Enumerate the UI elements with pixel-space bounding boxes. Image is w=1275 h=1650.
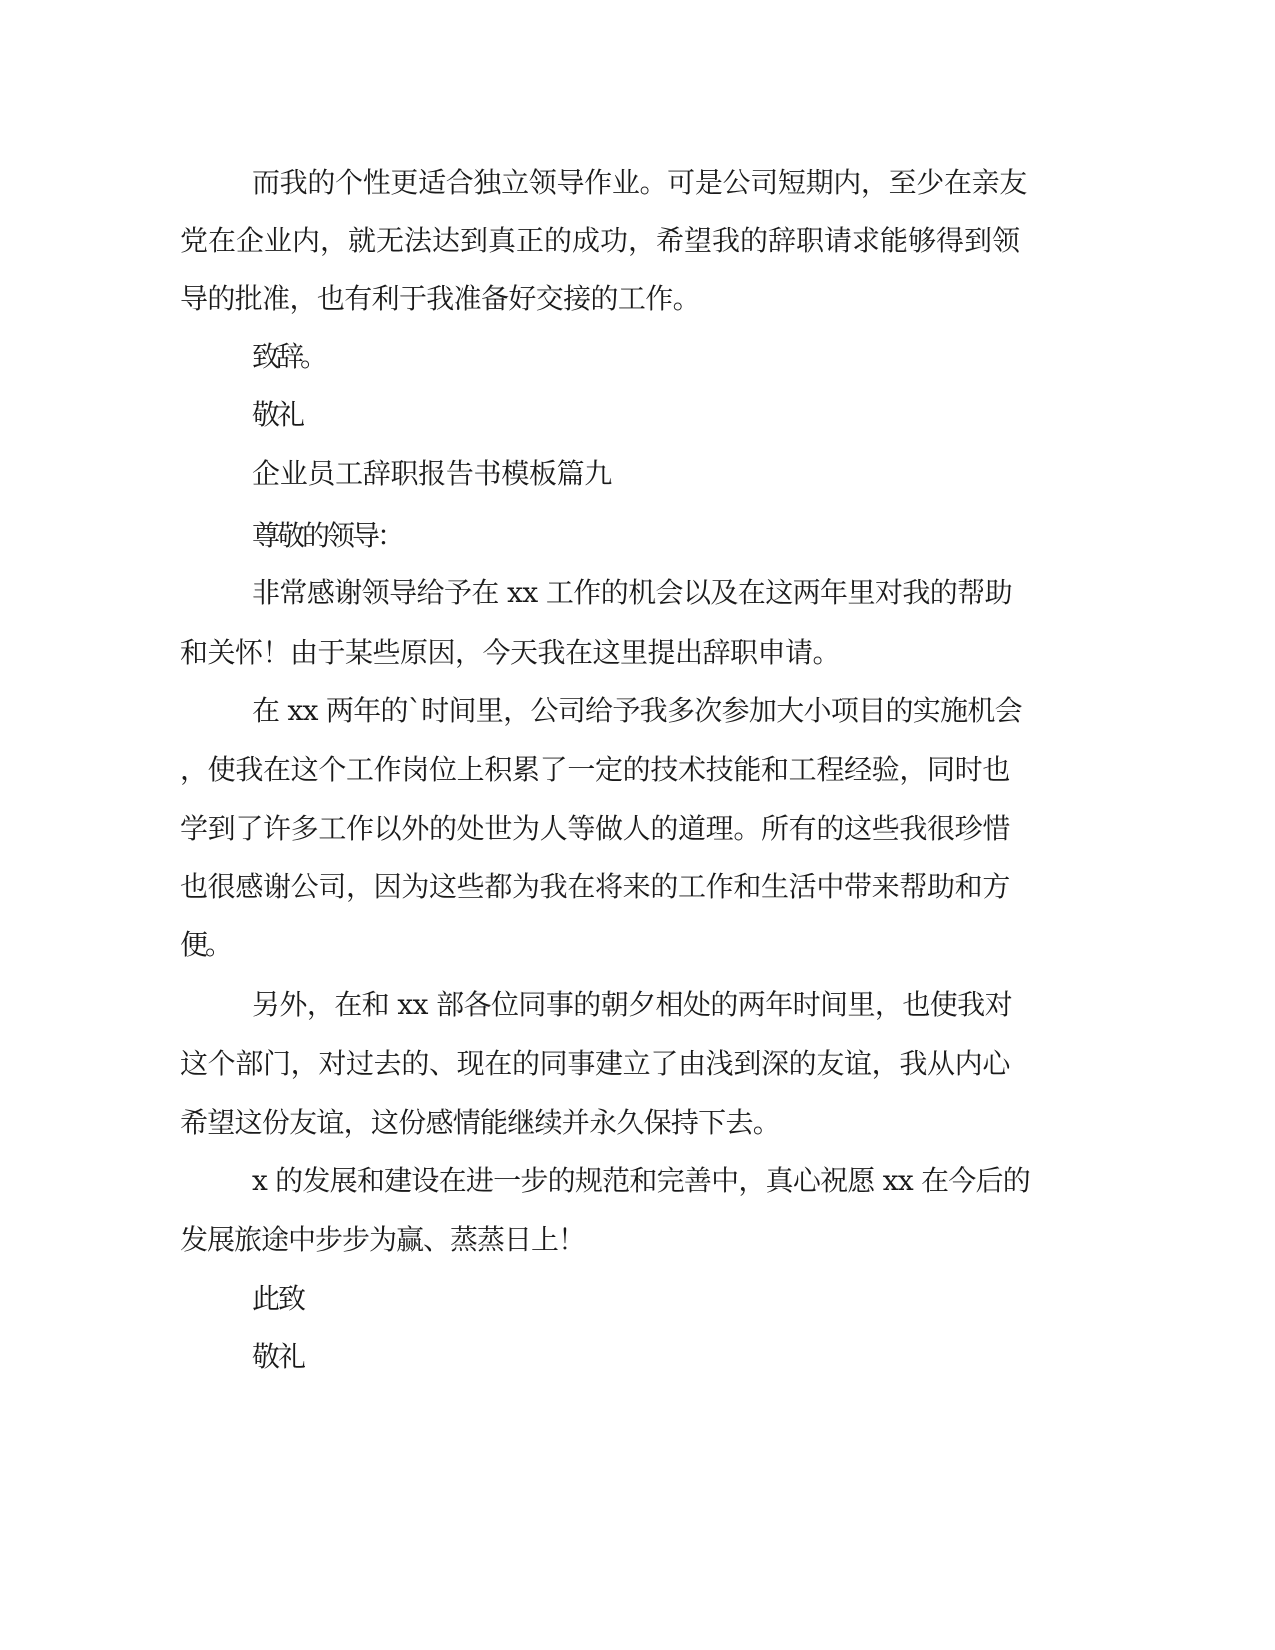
paragraph-line: x 的发展和建设在进一步的规范和完善中，真心祝愿 xx 在今后的 [252,1164,1030,1197]
paragraph-line: ，使我在这个工作岗位上积累了一定的技术技能和工程经验，同时也 [180,753,1010,786]
paragraph-line: 便。 [180,928,230,961]
salutation-line: 敬礼 [252,1340,304,1373]
paragraph-line: 发展旅途中步步为赢、蒸蒸日上！ [180,1223,585,1256]
paragraph-line: 希望这份友谊，这份感情能继续并永久保持下去。 [180,1106,780,1139]
salutation-line: 敬礼 [252,398,302,431]
greeting-line: 尊敬的领导： [252,519,402,552]
section-heading: 企业员工辞职报告书模板篇九 [252,457,612,490]
paragraph-line: 非常感谢领导给予在 xx 工作的机会以及在这两年里对我的帮助 [252,576,1012,609]
paragraph-line: 也很感谢公司，因为这些都为我在将来的工作和生活中带来帮助和方 [180,870,1010,903]
paragraph-line: 另外，在和 xx 部各位同事的朝夕相处的两年时间里，也使我对 [252,988,1012,1021]
paragraph-line: 这个部门，对过去的、现在的同事建立了由浅到深的友谊，我从内心 [180,1047,1010,1080]
paragraph-line: 学到了许多工作以外的处世为人等做人的道理。所有的这些我很珍惜 [180,812,1010,845]
paragraph-line: 党在企业内，就无法达到真正的成功，希望我的辞职请求能够得到领 [180,224,1020,257]
paragraph-line: 导的批准，也有利于我准备好交接的工作。 [180,282,700,315]
closing-line: 致辞。 [252,340,324,373]
paragraph-line: 而我的个性更适合独立领导作业。可是公司短期内，至少在亲友 [252,166,1027,199]
paragraph-line: 和关怀！由于某些原因，今天我在这里提出辞职申请。 [180,636,840,669]
closing-line: 此致 [252,1282,304,1315]
paragraph-line: 在 xx 两年的`时间里，公司给予我多次参加大小项目的实施机会 [252,694,1022,727]
